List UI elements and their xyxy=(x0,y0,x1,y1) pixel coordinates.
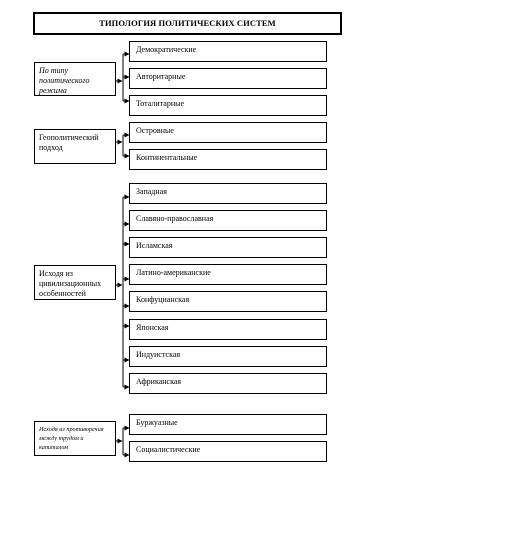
category-regime-type: По типу политического режима xyxy=(34,62,116,96)
category-geopolitical: Геополитический подход xyxy=(34,129,116,164)
type-box-islamic: Исламская xyxy=(129,237,327,258)
type-box-slavic-orthodox: Славяно-православная xyxy=(129,210,327,231)
type-box-latin-american: Латино-американские xyxy=(129,264,327,285)
type-box-hindu: Индуистская xyxy=(129,346,327,367)
type-box-authoritarian: Авторитарные xyxy=(129,68,327,89)
type-box-confucian: Конфуцианская xyxy=(129,291,327,312)
diagram-title: ТИПОЛОГИЯ ПОЛИТИЧЕСКИХ СИСТЕМ xyxy=(99,18,276,28)
type-box-democratic: Демократические xyxy=(129,41,327,62)
type-box-african: Африканская xyxy=(129,373,327,394)
type-box-continental: Континентальные xyxy=(129,149,327,170)
title-box xyxy=(33,12,342,35)
type-box-western: Западная xyxy=(129,183,327,204)
type-box-bourgeois: Буржуазные xyxy=(129,414,327,435)
type-box-island: Островные xyxy=(129,122,327,143)
category-labor-capital: Исходя из противоречия между трудом и капиталом xyxy=(34,421,116,456)
category-civilizational: Исходя из цивилизационных особенностей xyxy=(34,265,116,300)
type-box-totalitarian: Тоталитарные xyxy=(129,95,327,116)
type-box-japanese: Японская xyxy=(129,319,327,340)
type-box-socialist: Социалистические xyxy=(129,441,327,462)
